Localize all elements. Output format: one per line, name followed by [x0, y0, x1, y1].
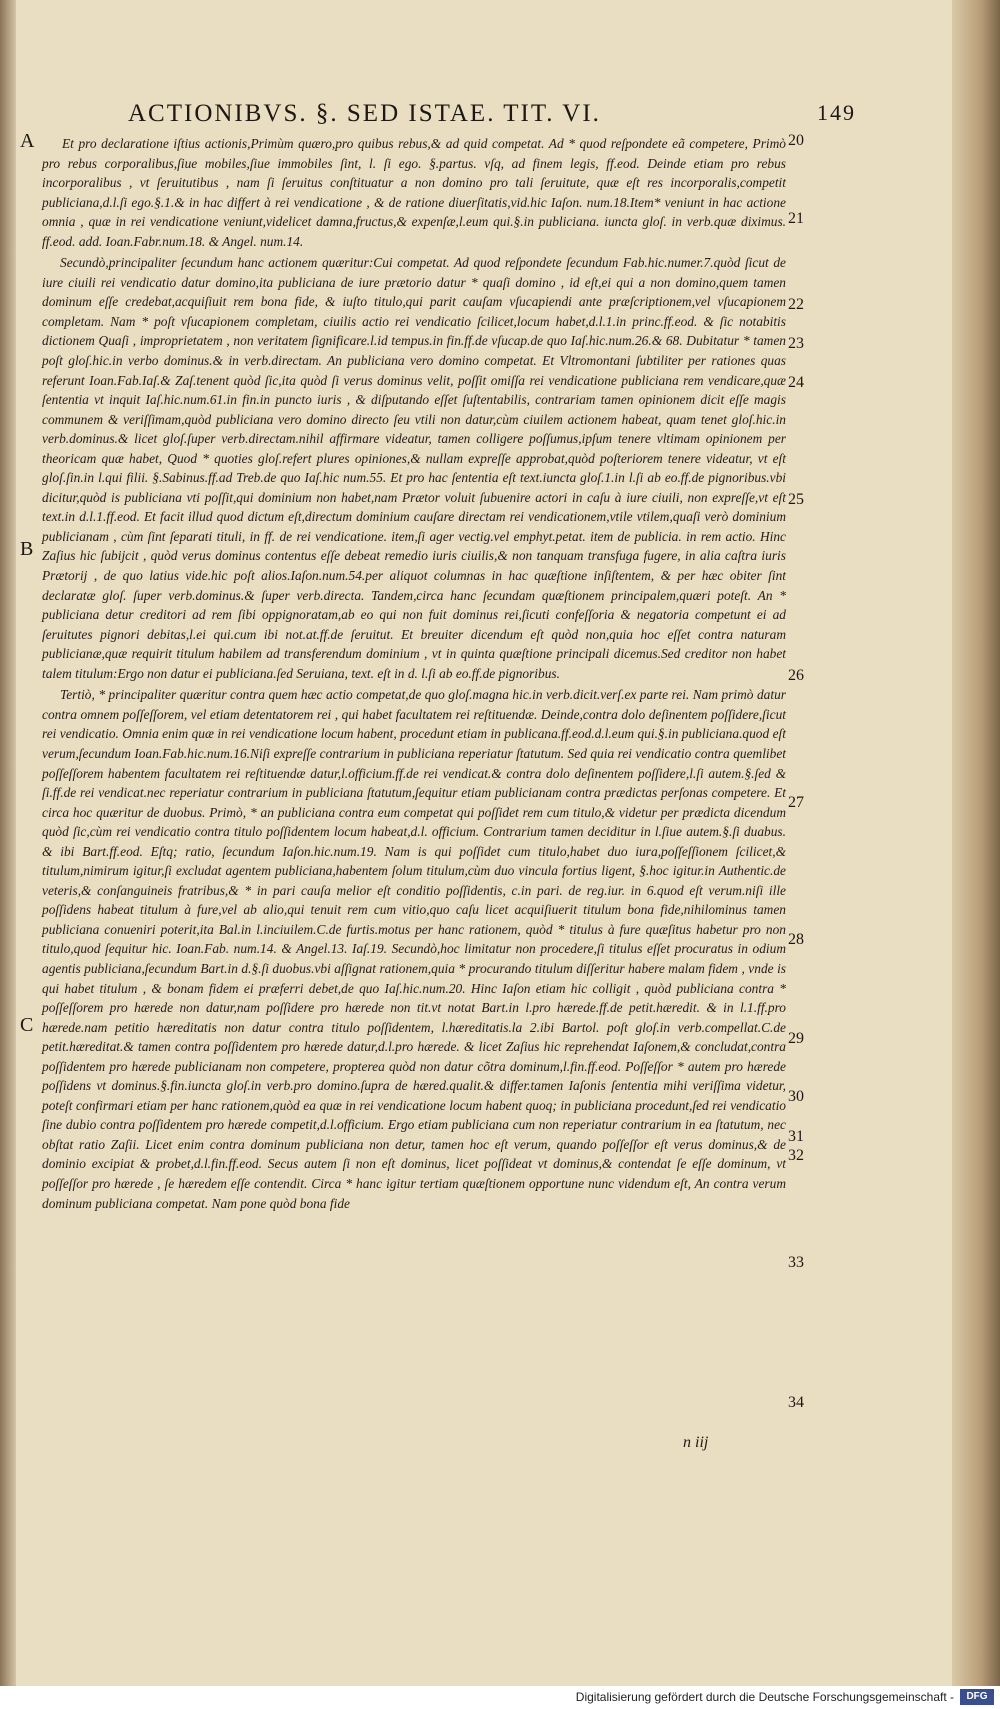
margin-number: 21 — [788, 210, 804, 227]
paragraph: Secundò,principaliter ſecundum hanc actionem quæritur:Cui competat. Ad quod reſpondete ſecundum Fab.hic.numer.7.quòd ſicut de iure ciuili rei vendicatio datur domino,ita publiciana de iure prætorio datur * quaſi domino , id eſt,ei qui a non domino,quem tamen dominum eſſe credebat,acquiſiuit rem bona fide, & iuſto titulo,qui parit cauſam vſucapiendi ante præſcriptionem,vel vſucapionem completam. Nam * poſt vſucapionem completam, ciuilis actio rei vendicatio ſcilicet,locum habet,d.l.1.in princ.ff.eod. & ſic notabitis dictionem Quaſi , improprietatem , non veritatem ſignificare.l.id tempus.in fin.ff.de vſucap.de quo Iaſ.hic.num.26.& 68. Dubitatur * tamen poſt gloſ.hic.in verbo dominus.& in verb.directam. An publiciana vero domino competat. Et Vltromontani ſubtiliter per rationes quas referunt Ioan.Fab.Iaſ.& Zaſ.tenent quòd ſic,ita quòd ſi verus dominus velit, poſſit omiſſa rei vendicatione publiciana rem vendicare,quæ ſententia vt inquit Iaſ.hic.num.61.in fin.in puncto iuris , & diſputando eſſet ſuſtentabilis, contrariam tamen opinionem dicit eſſe magis communem & veriſſimam,quòd publiciana vero domino directo ſeu vtili non datur,cùm ciuilem actionem habeat, quam tenet gloſ.hic.in verb.dominus.& licet gloſ.ſuper verb.directam.nihil affirmare videatur, tamen colligere poſſumus,ipſum tenere vltimam opinionem per theoricam quæ habet, Quod * quoties gloſ.refert plures opiniones,& nullam expreſſe approbat,quòd poſteriorem tenere videatur, vt eſt gloſ.ſin.in l.qui filii. §.Sabinus.ff.ad Treb.de quo Iaſ.hic num.55. Et pro hac ſententia eſt text.iuncta gloſ.1.in l.ſi ab eo.ff.de pignoribus.vbi dicitur,quòd is publiciana vti poſſit,qui dominium non habet,nam Prætor voluit ſubuenire actori in caſu à iure ciuili, non expreſſe,vt eſt text.in d.l.1.ff.eod. Et facit illud quod dictum eſt,directum dominium cauſare directam rei vendicationem,vtile vtilem,quaſi verò dominium publicianam , cùm ſint ſeparati tituli, in ff. de rei vendicatione. item,ſi ager vectig.vel emphyt.petat. item de publicia. in rem actio. Hinc Zaſius hic ſubijcit , quòd verus dominus contentus eſſe debeat remedio iuris ciuilis,& non tanquam transfuga fugere, in alia caſtra iuris Prætorij , de quo latius vide.hic poſt alios.Iaſon.num.54.per aliquot columnas in hac quæſtione inſiſtentem, & per hæc obiter ſint declaratæ gloſ. ſuper verb.dominus.& ſuper verb.directa. Tandem,circa hanc ſecundam quæſtionem principalem,quæri poteſt. An * publiciana detur creditori ad rem ſibi oppignoratam,ab eo qui non fuit dominus rei,ſicuti confeſſoria & negatoria competunt ei ad ſeruitutes pignori debitas,l.ei qui.cum ibi not.at.ff.de ſeruitut. Et breuiter dicendum eſt quòd non,quia hoc eſſet contra naturam publicianæ,quæ requirit titulum habilem ad transferendum dominium , vt in quinta quæſtione principali dicemus.Sed creditor non habet talem titulum:Ergo non datur ei publiciana.ſed Seruiana, text. eſt in d. l.ſi ab eo.ff.de pignoribus. — [42, 255, 786, 681]
margin-number: 32 — [788, 1147, 804, 1164]
margin-number: 30 — [788, 1088, 804, 1105]
margin-number: 25 — [788, 491, 804, 508]
margin-number: 27 — [788, 794, 804, 811]
paragraph: Tertiò, * principaliter quæritur contra quem hæc actio competat,de quo gloſ.magna hic.in verb.dicit.verſ.ex parte rei. Nam primò datur contra omnem poſſeſſorem, vel etiam detentatorem rei , qui habet facultatem rei reſtituendæ. Deinde,contra dolo deſinentem poſſidere,ſicut rei vendicatio. Omnia enim quæ in rei vendicatione locum habent, procedunt etiam in publicana.ff.eod.d.l.eum qui.§.in publiciana.quod eſt verum,ſecundum Ioan.Fab.hic.num.16.Niſi expreſſe contrarium in publiciana reperiatur ſtatutum. Sed quia rei vendicatio contra quemlibet poſſeſſorem habentem facultatem rei reſtituendæ datur,l.officium.ff.de rei vendicat.& contra dolo deſinentem poſſidere,l.ſi autem.§.ſed & ſi.ff.de rei vendicat.nec reperiatur contrarium in publiciana ſtatutum,ſequitur etiam publicianam contra prædictas perſonas competere. Et circa hoc quæritur de duobus. Primò, * an publiciana contra eum competat qui poſſidet rem cum titulo,& videtur per prædicta dicendum quòd ſic,cùm rei vendicatio contra titulo poſſidentem locum habeat,d.l. officium. Contrarium tamen deciditur in l.ſiue autem.§.ſi duabus. & ibi Bart.ff.eod. Eſtq; ratio, ſecundum Iaſon.hic.num.19. Nam is qui poſſidet cum titulo,habet duo iura,poſſeſſionem ſcilicet,& titulum,nimirum igitur,ſi excludat agentem publiciana,habentem ſolum titulum,cùm duo vincula fortius ligent, §.hoc igitur.in Authentic.de veteris,& conſanguineis fratribus,& * in pari cauſa melior eſt conditio poſſidentis, c.in pari. de reg.iur. in 6.quod eſt verum.niſi ille poſſidens habeat titulum à fure,vel ab alio,qui tenuit rem cum vitio,quo caſu licet acquiſiuerit titulum bona fide,nihilominus tamen publiciana conueniri poterit,ita Bal.in l.inciuilem.C.de furtis.motus per hanc rationem, quòd * titulus à fure quæſitus habetur pro non titulo,quod ſequitur hic. Ioan.Fab. num.14. & Angel.13. Iaſ.19. Secundò,hoc limitatur non procedere,ſi titulus eſſet procuratus in odium agentis publiciana,ſecundum Bart.in d.§.ſi duobus.vbi aſſignat rationem,quia * procurando titulum diſſeritur habere malam fidem , vnde is qui habet titulum , & bonam fidem ei præferri debet,de quo Iaſ.hic.num.20. Hinc Iaſon etiam hic colligit , quòd publiciana contra * poſſeſſorem pro hærede non datur,nam poſſidere pro hærede non tit.vt notat Bart.in l.pro hærede.ff.de petit.hæredit. & in l.1.ff.pro hærede.nam petitio hæreditatis non datur contra titulo poſſidentem, l.hæreditatis.la 2.ibi Bartol. poſt gloſ.in verb.compellat.C.de petit.hæreditat.& tamen contra poſſidentem pro hærede datur,d.l.pro hærede. & licet Zaſius hic reprehendat Iaſonem,& concludat,contra poſſidentem pro hærede publicianam non competere, propterea quòd non datur cõtra dominum,l.fin.ff.eod. Poſſeſſor * autem pro hærede poſſidens vt dominus.§.fin.iuncta gloſ.in verb.pro domino.ſupra de hæred.qualit.& differ.tamen Iaſonis ſententia mihi veriſſima videtur, poteſt confirmari etiam per hanc rationem,quòd ea quæ in rei vendicatione locum habent quoq; in publiciana procedunt,ſed rei vendicatio ſine dubio contra poſſidentem pro hærede competit,d.l.officium. Ergo etiam publiciana cum non reperiatur contrarium in ea ſtatutum, nec obſtat ratio Zaſii. Licet enim contra dominum publiciana non detur, tamen hoc eſt verum, quando poſſeſſor eſt verus dominus,& de dominio excipiat & probet,d.l.fin.ff.eod. Secus autem ſi non eſt dominus, licet poſſideat vt dominus,& contendat ſe eſſe dominum, vt poſſeſſor pro hærede , ſe hæredem eſſe contendit. Circa * hanc igitur tertiam quæſtionem opportune nunc videndum eſt, An contra verum dominum publiciana competat. Nam pone quòd bona fide — [42, 687, 786, 1211]
section-letter-a: A — [20, 130, 35, 152]
margin-number: 33 — [788, 1254, 804, 1271]
margin-number: 26 — [788, 667, 804, 684]
page-gutter — [0, 0, 16, 1709]
folio-number: 149 — [817, 100, 856, 125]
running-header — [128, 96, 868, 136]
margin-number: 23 — [788, 335, 804, 352]
dfg-logo: DFG — [960, 1689, 994, 1705]
margin-number: 22 — [788, 296, 804, 313]
running-title: ACTIONIBVS. §. SED ISTAE. TIT. VI. — [128, 100, 601, 127]
section-letter-b: B — [20, 538, 34, 560]
margin-number: 29 — [788, 1030, 804, 1047]
page-edge — [952, 0, 1000, 1709]
margin-number: 34 — [788, 1394, 804, 1411]
margin-number: 20 — [788, 132, 804, 149]
body-text — [42, 134, 786, 1215]
section-letter-c: C — [20, 1014, 34, 1036]
footer-bar — [0, 1686, 1000, 1709]
margin-number: 24 — [788, 374, 804, 391]
footer-credit: Digitalisierung gefördert durch die Deutsche Forschungsgemeinschaft - — [575, 1690, 954, 1704]
margin-number: 28 — [788, 931, 804, 948]
margin-number: 31 — [788, 1128, 804, 1145]
paragraph: Et pro declaratione iſtius actionis,Primùm quæro,pro quibus rebus,& ad quid competat. Ad * quod reſpondete eã competere, Primò pro rebus corporalibus,ſiue mobiles,ſiue immobiles ſint, l. ſi ego. §.partus. vſq, ad finem legis, ff.eod. Deinde etiam pro rebus incorporalibus , vt ſeruitutibus , nam ſi ſeruitus conſtituatur a non domino pro tali ſeruitute, quæ eſt res incorporalis,competit publiciana,d.l.ſi ego.§.1.& in hac differt à rei vendicatione , & de ratione diuerſitatis,vid.hic Iaſon. num.18.Item* veniunt in hac actione omnia , quæ in rei vendicatione veniunt,videlicet damna,fructus,& expenſæ,l.eum qui.§.in publiciana. iuncta gloſ. in verb.quæ diximus. ff.eod. add. Ioan.Fabr.num.18. & Angel. num.14. — [42, 136, 786, 249]
signature-mark: n iij — [683, 1434, 709, 1451]
